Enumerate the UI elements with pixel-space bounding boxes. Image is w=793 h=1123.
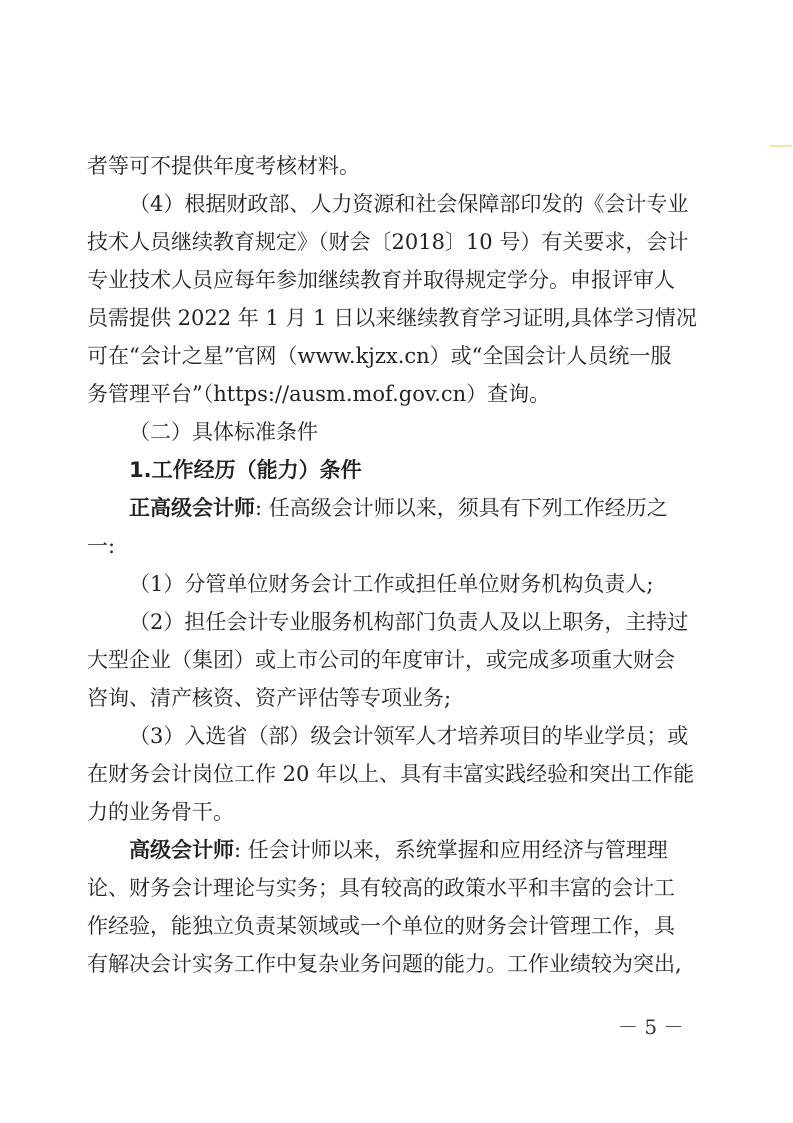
text-line bbox=[0, 756, 793, 792]
text-line-content: 专业技术人员应每年参加继续教育并取得规定学分。申报评审人 bbox=[87, 268, 675, 292]
text-line-content: 技术人员继续教育规定》（财会〔2018〕10 号）有关要求，会计 bbox=[87, 230, 689, 254]
text-line-content: 作经验，能独立负责某领域或一个单位的财务会计管理工作，具 bbox=[87, 914, 675, 938]
text-line bbox=[0, 262, 793, 298]
text-line-content: （3）入选省（部）级会计领军人才培养项目的毕业学员；或 bbox=[129, 724, 689, 748]
text-line-content: （1）分管单位财务会计工作或担任单位财务机构负责人; bbox=[129, 572, 654, 596]
text-line-content: 一: bbox=[87, 534, 116, 558]
text-line-content: （2）担任会计专业服务机构部门负责人及以上职务，主持过 bbox=[129, 610, 689, 634]
subsection-heading-text: 1.工作经历（能力）条件 bbox=[129, 458, 362, 482]
text-line bbox=[0, 376, 793, 412]
text-line bbox=[0, 718, 793, 754]
text-line bbox=[0, 186, 793, 222]
text-line-content: 者等可不提供年度考核材料。 bbox=[87, 154, 360, 178]
text-line bbox=[0, 642, 793, 678]
text-line bbox=[0, 946, 793, 982]
text-line bbox=[0, 604, 793, 640]
text-line bbox=[0, 148, 793, 184]
term-label: 正高级会计师 bbox=[129, 496, 255, 520]
text-line-content: 力的业务骨干。 bbox=[87, 800, 234, 824]
text-line bbox=[0, 680, 793, 716]
text-line bbox=[0, 566, 793, 602]
section-heading bbox=[0, 414, 793, 450]
text-line-content: 在财务会计岗位工作 20 年以上、具有丰富实践经验和突出工作能 bbox=[87, 762, 695, 786]
text-line bbox=[0, 870, 793, 906]
subsection-heading bbox=[0, 452, 793, 488]
text-line-content: 可在“会计之星”官网（www.kjzx.cn）或“全国会计人员统一服 bbox=[87, 344, 672, 368]
text-line bbox=[0, 490, 793, 526]
section-heading-text: （二）具体标准条件 bbox=[129, 420, 318, 444]
term-label: 高级会计师 bbox=[129, 838, 234, 862]
page-number: － 5 － bbox=[618, 1015, 684, 1039]
text-line-content bbox=[129, 490, 668, 526]
text-line-content: （4）根据财政部、人力资源和社会保障部印发的《会计专业 bbox=[129, 192, 689, 216]
text-line bbox=[0, 908, 793, 944]
text-line-content: 大型企业（集团）或上市公司的年度审计，或完成多项重大财会 bbox=[87, 648, 675, 672]
text-line-content: 论、财务会计理论与实务；具有较高的政策水平和丰富的会计工 bbox=[87, 876, 675, 900]
text-line bbox=[0, 338, 793, 374]
scan-edge-mark bbox=[770, 145, 792, 147]
text-line bbox=[0, 300, 793, 336]
text-line-content: 有解决会计实务工作中复杂业务问题的能力。工作业绩较为突出, bbox=[87, 952, 682, 976]
term-description: : 任会计师以来，系统掌握和应用经济与管理理 bbox=[234, 838, 668, 862]
text-line bbox=[0, 528, 793, 564]
text-line-content: 务管理平台”（https://ausm.mof.gov.cn）查询。 bbox=[87, 382, 551, 406]
text-line-content: 员需提供 2022 年 1 月 1 日以来继续教育学习证明,具体学习情况 bbox=[87, 306, 697, 330]
text-line bbox=[0, 224, 793, 260]
text-line bbox=[0, 794, 793, 830]
term-description: : 任高级会计师以来，须具有下列工作经历之 bbox=[255, 496, 668, 520]
text-line-content: 咨询、清产核资、资产评估等专项业务; bbox=[87, 686, 452, 710]
text-line bbox=[0, 832, 793, 868]
text-line-content bbox=[129, 832, 668, 868]
